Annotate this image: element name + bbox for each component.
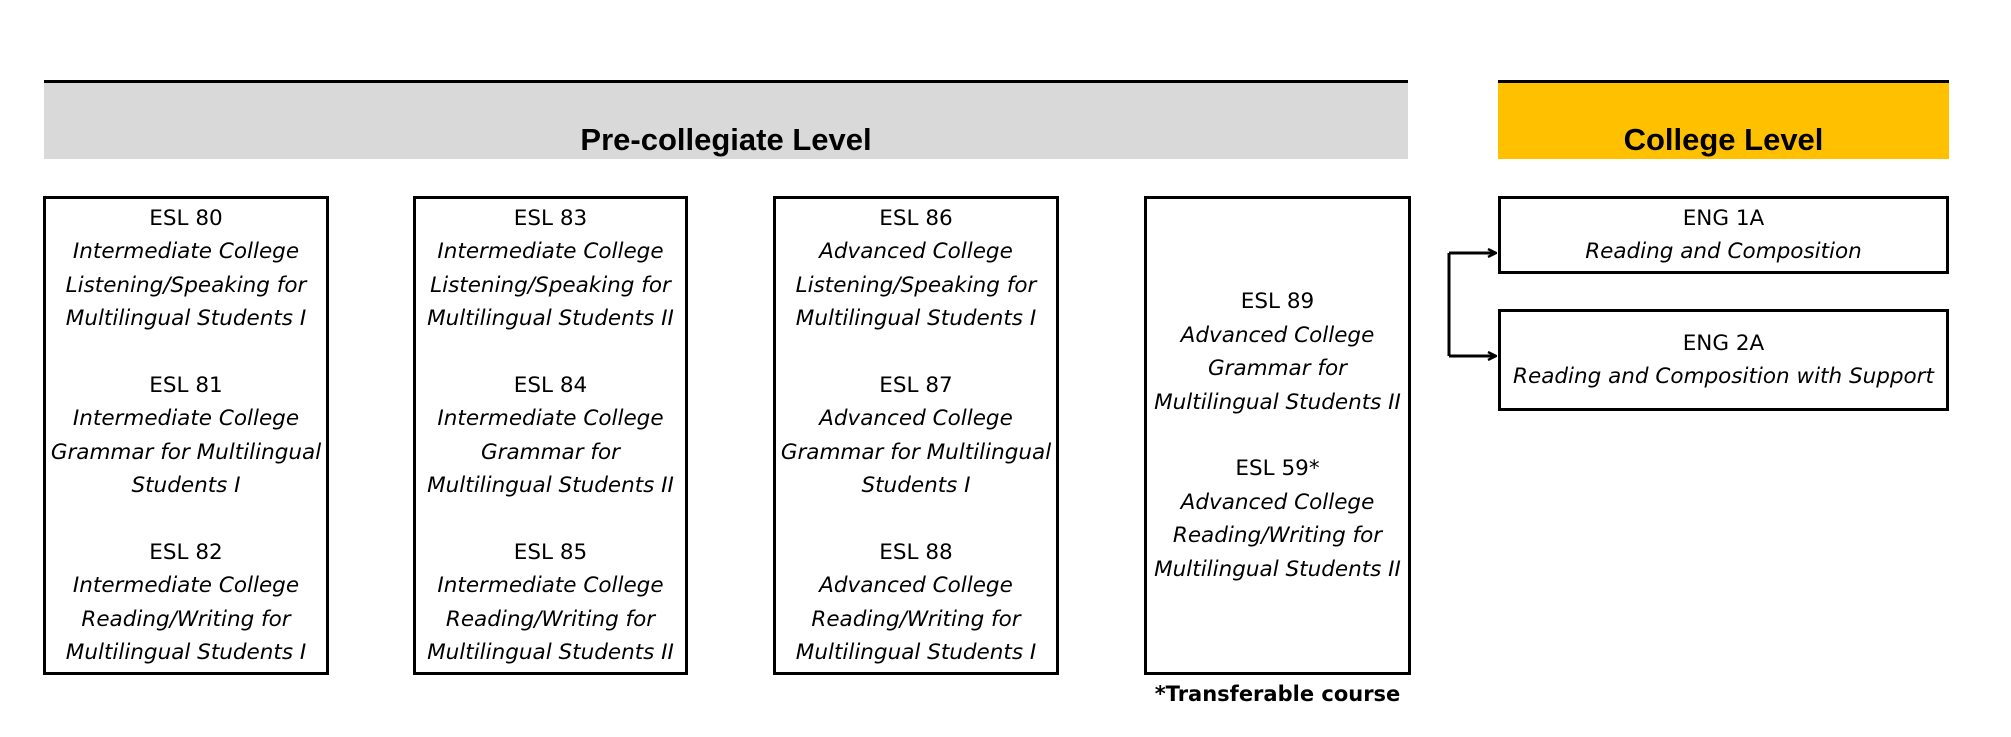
college-level-label: College Level <box>1623 122 1824 157</box>
course-code: ESL 88 <box>879 539 953 565</box>
course-title-line: Advanced College <box>1180 489 1375 515</box>
course-title-line: Students I <box>861 473 971 498</box>
course-title-line: Listening/Speaking for <box>795 272 1037 298</box>
course-title-line: Multilingual Students II <box>427 306 674 331</box>
course-title-line: Intermediate College <box>437 406 664 431</box>
course-code: ESL 83 <box>513 205 588 231</box>
course-title-line: Grammar for <box>481 439 620 465</box>
precollegiate-level-label: Pre-collegiate Level <box>580 122 872 157</box>
course-title-line: Intermediate College <box>437 239 664 264</box>
course-title-line: Intermediate College <box>72 573 300 598</box>
course-title-line: Listening/Speaking for <box>65 272 307 298</box>
course-title-line: Advanced College <box>819 406 1013 431</box>
course-code: ESL 81 <box>149 372 223 398</box>
course-title-line: Students I <box>131 473 241 498</box>
course-code: ESL 89 <box>1240 289 1315 314</box>
course-code: ESL 80 <box>149 205 223 231</box>
course-title-line: Multilingual Students II <box>1154 389 1401 415</box>
course-title-line: Intermediate College <box>72 406 300 431</box>
course-code: ESL 87 <box>879 372 953 398</box>
course-code: ESL 86 <box>879 205 953 231</box>
course-code: ESL 59* <box>1235 456 1320 481</box>
course-title-line: Reading/Writing for <box>81 606 291 632</box>
course-title-line: Reading/Writing for <box>811 606 1021 632</box>
course-title-line: Multilingual Students I <box>795 306 1037 331</box>
course-title-line: Multilingual Students I <box>795 640 1037 665</box>
course-code: ESL 82 <box>149 539 223 565</box>
course-code: ENG 1A <box>1682 206 1765 231</box>
course-title-line: Reading and Composition <box>1585 239 1862 264</box>
course-title-line: Intermediate College <box>437 573 664 598</box>
course-code: ESL 84 <box>513 372 588 398</box>
course-title-line: Multilingual Students II <box>427 640 674 665</box>
course-title-line: Reading/Writing for <box>1172 523 1383 548</box>
course-title-line: Grammar for Multilingual <box>50 439 322 465</box>
transferable-footnote: *Transferable course <box>1154 682 1401 706</box>
course-title-line: Multilingual Students II <box>427 473 674 498</box>
course-code: ESL 85 <box>513 539 588 565</box>
course-title-line: Advanced College <box>1180 322 1375 348</box>
course-title-line: Intermediate College <box>72 239 300 264</box>
course-title-line: Grammar for Multilingual <box>780 439 1052 465</box>
course-title-line: Multilingual Students I <box>65 640 307 665</box>
course-code: ENG 2A <box>1682 331 1765 356</box>
course-title-line: Multilingual Students II <box>1154 556 1401 582</box>
course-title-line: Multilingual Students I <box>65 306 307 331</box>
course-title-line: Reading/Writing for <box>445 606 656 632</box>
course-title-line: Advanced College <box>819 573 1013 598</box>
course-title-line: Advanced College <box>819 239 1013 264</box>
course-title-line: Grammar for <box>1208 356 1347 381</box>
course-title-line: Listening/Speaking for <box>430 272 671 298</box>
course-title-line: Reading and Composition with Support <box>1513 364 1934 389</box>
